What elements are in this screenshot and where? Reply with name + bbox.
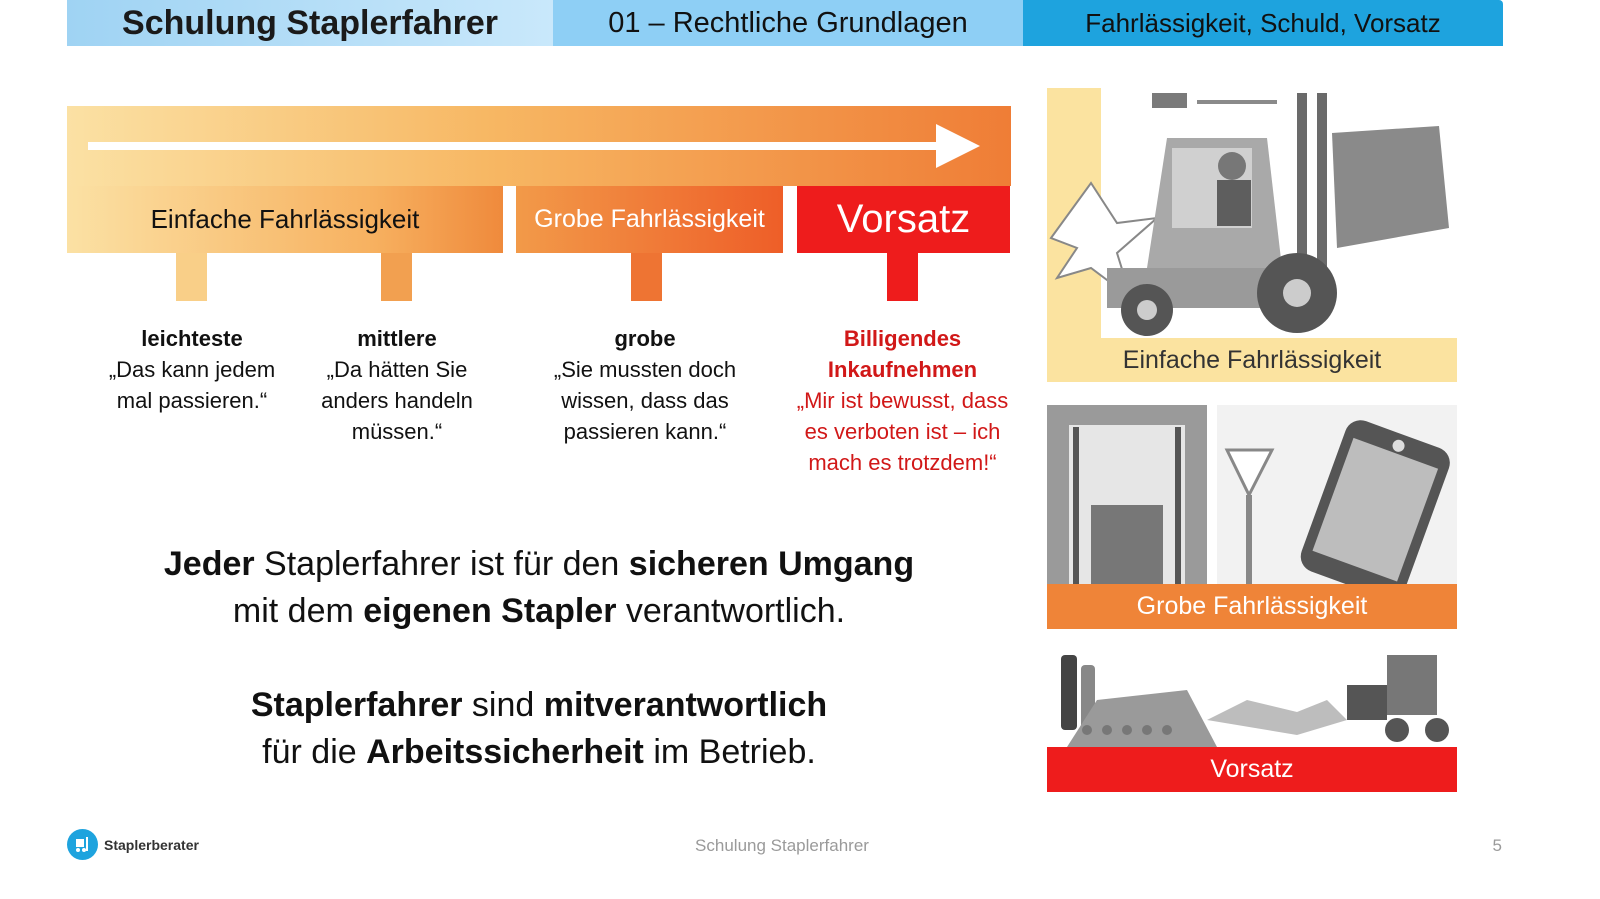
statement-responsibility [67,541,1011,635]
topic-title-text: Fahrlässigkeit, Schuld, Vorsatz [1085,7,1441,38]
footer-title: Schulung Staplerfahrer [695,836,869,855]
chapter-title [553,0,1023,46]
panel-label [1047,584,1457,629]
level-connector [176,253,207,301]
level-heading: grobe [614,326,676,351]
level-quote: „Da hätten Sie anders handeln müssen.“ [321,357,473,444]
statement-line [67,682,1011,729]
course-title [67,0,553,46]
category-grobe-fahrlaessigkeit [516,186,783,253]
panel-label-text: Grobe Fahrlässigkeit [1136,592,1368,620]
alcohol-reckless-driving-illustration-icon [1047,650,1457,747]
statement-text: im Betrieb. [643,733,816,771]
emphasis: Jeder [163,545,255,583]
statement-text: für die [262,733,367,771]
level-heading: mittlere [357,326,437,351]
emphasis: mitverantwortlich [543,686,828,724]
statement-line [67,588,1011,635]
level-quote: „Das kann jedem mal passieren.“ [108,357,276,413]
statement-text: Staplerfahrer ist für den [254,545,629,583]
statement-line [67,541,1011,588]
level-grobe [530,323,760,447]
emphasis: Arbeitssicherheit [366,733,644,771]
statement-line [67,729,1011,776]
category-label: Einfache Fahrlässigkeit [150,204,420,234]
course-title-text: Schulung Staplerfahrer [122,3,498,42]
statement-co-responsibility [67,682,1011,776]
emphasis: Staplerfahrer [250,686,463,724]
logo-text: Staplerberater [104,836,199,853]
chapter-title-text: 01 – Rechtliche Grundlagen [608,6,968,39]
page-number: 5 [1492,836,1502,855]
level-mittlere [297,323,497,447]
statement-text: sind [462,686,544,724]
category-label: Grobe Fahrlässigkeit [534,205,765,233]
forklift-collision-illustration-icon [1047,88,1457,338]
level-connector [381,253,412,301]
level-quote: „Mir ist bewusst, dass es verboten ist – ich mach es trotzdem!“ [796,388,1009,475]
level-heading: leichteste [141,326,243,351]
panel-label-text: Einfache Fahrlässigkeit [1122,345,1382,374]
panel-label-text: Vorsatz [1210,755,1294,783]
level-billigendes-inkaufnehmen [790,323,1015,478]
category-vorsatz [797,186,1010,253]
level-leichteste [92,323,292,416]
panel-label [1047,338,1457,382]
emphasis: eigenen Stapler [363,592,617,630]
level-connector [887,253,918,301]
level-quote: „Sie mussten doch wissen, dass das passieren kann.“ [553,357,737,444]
level-heading: Billigendes Inkaufnehmen [827,326,978,382]
category-einfache-fahrlaessigkeit [67,186,503,253]
statement-text: verantwortlich. [616,592,846,630]
level-connector [631,253,662,301]
staplerberater-logo [67,829,199,860]
smartphone-distraction-illustration-icon [1047,405,1457,585]
emphasis: sicheren Umgang [628,545,915,583]
right-arrow-icon [88,120,983,170]
forklift-logo-icon [67,829,98,860]
topic-title [1023,0,1503,46]
statement-text: mit dem [232,592,364,630]
panel-einfache-fahrlaessigkeit [1047,88,1457,382]
panel-vorsatz [1047,650,1457,792]
panel-label [1047,747,1457,792]
category-label: Vorsatz [836,197,971,241]
panel-grobe-fahrlaessigkeit [1047,405,1457,629]
